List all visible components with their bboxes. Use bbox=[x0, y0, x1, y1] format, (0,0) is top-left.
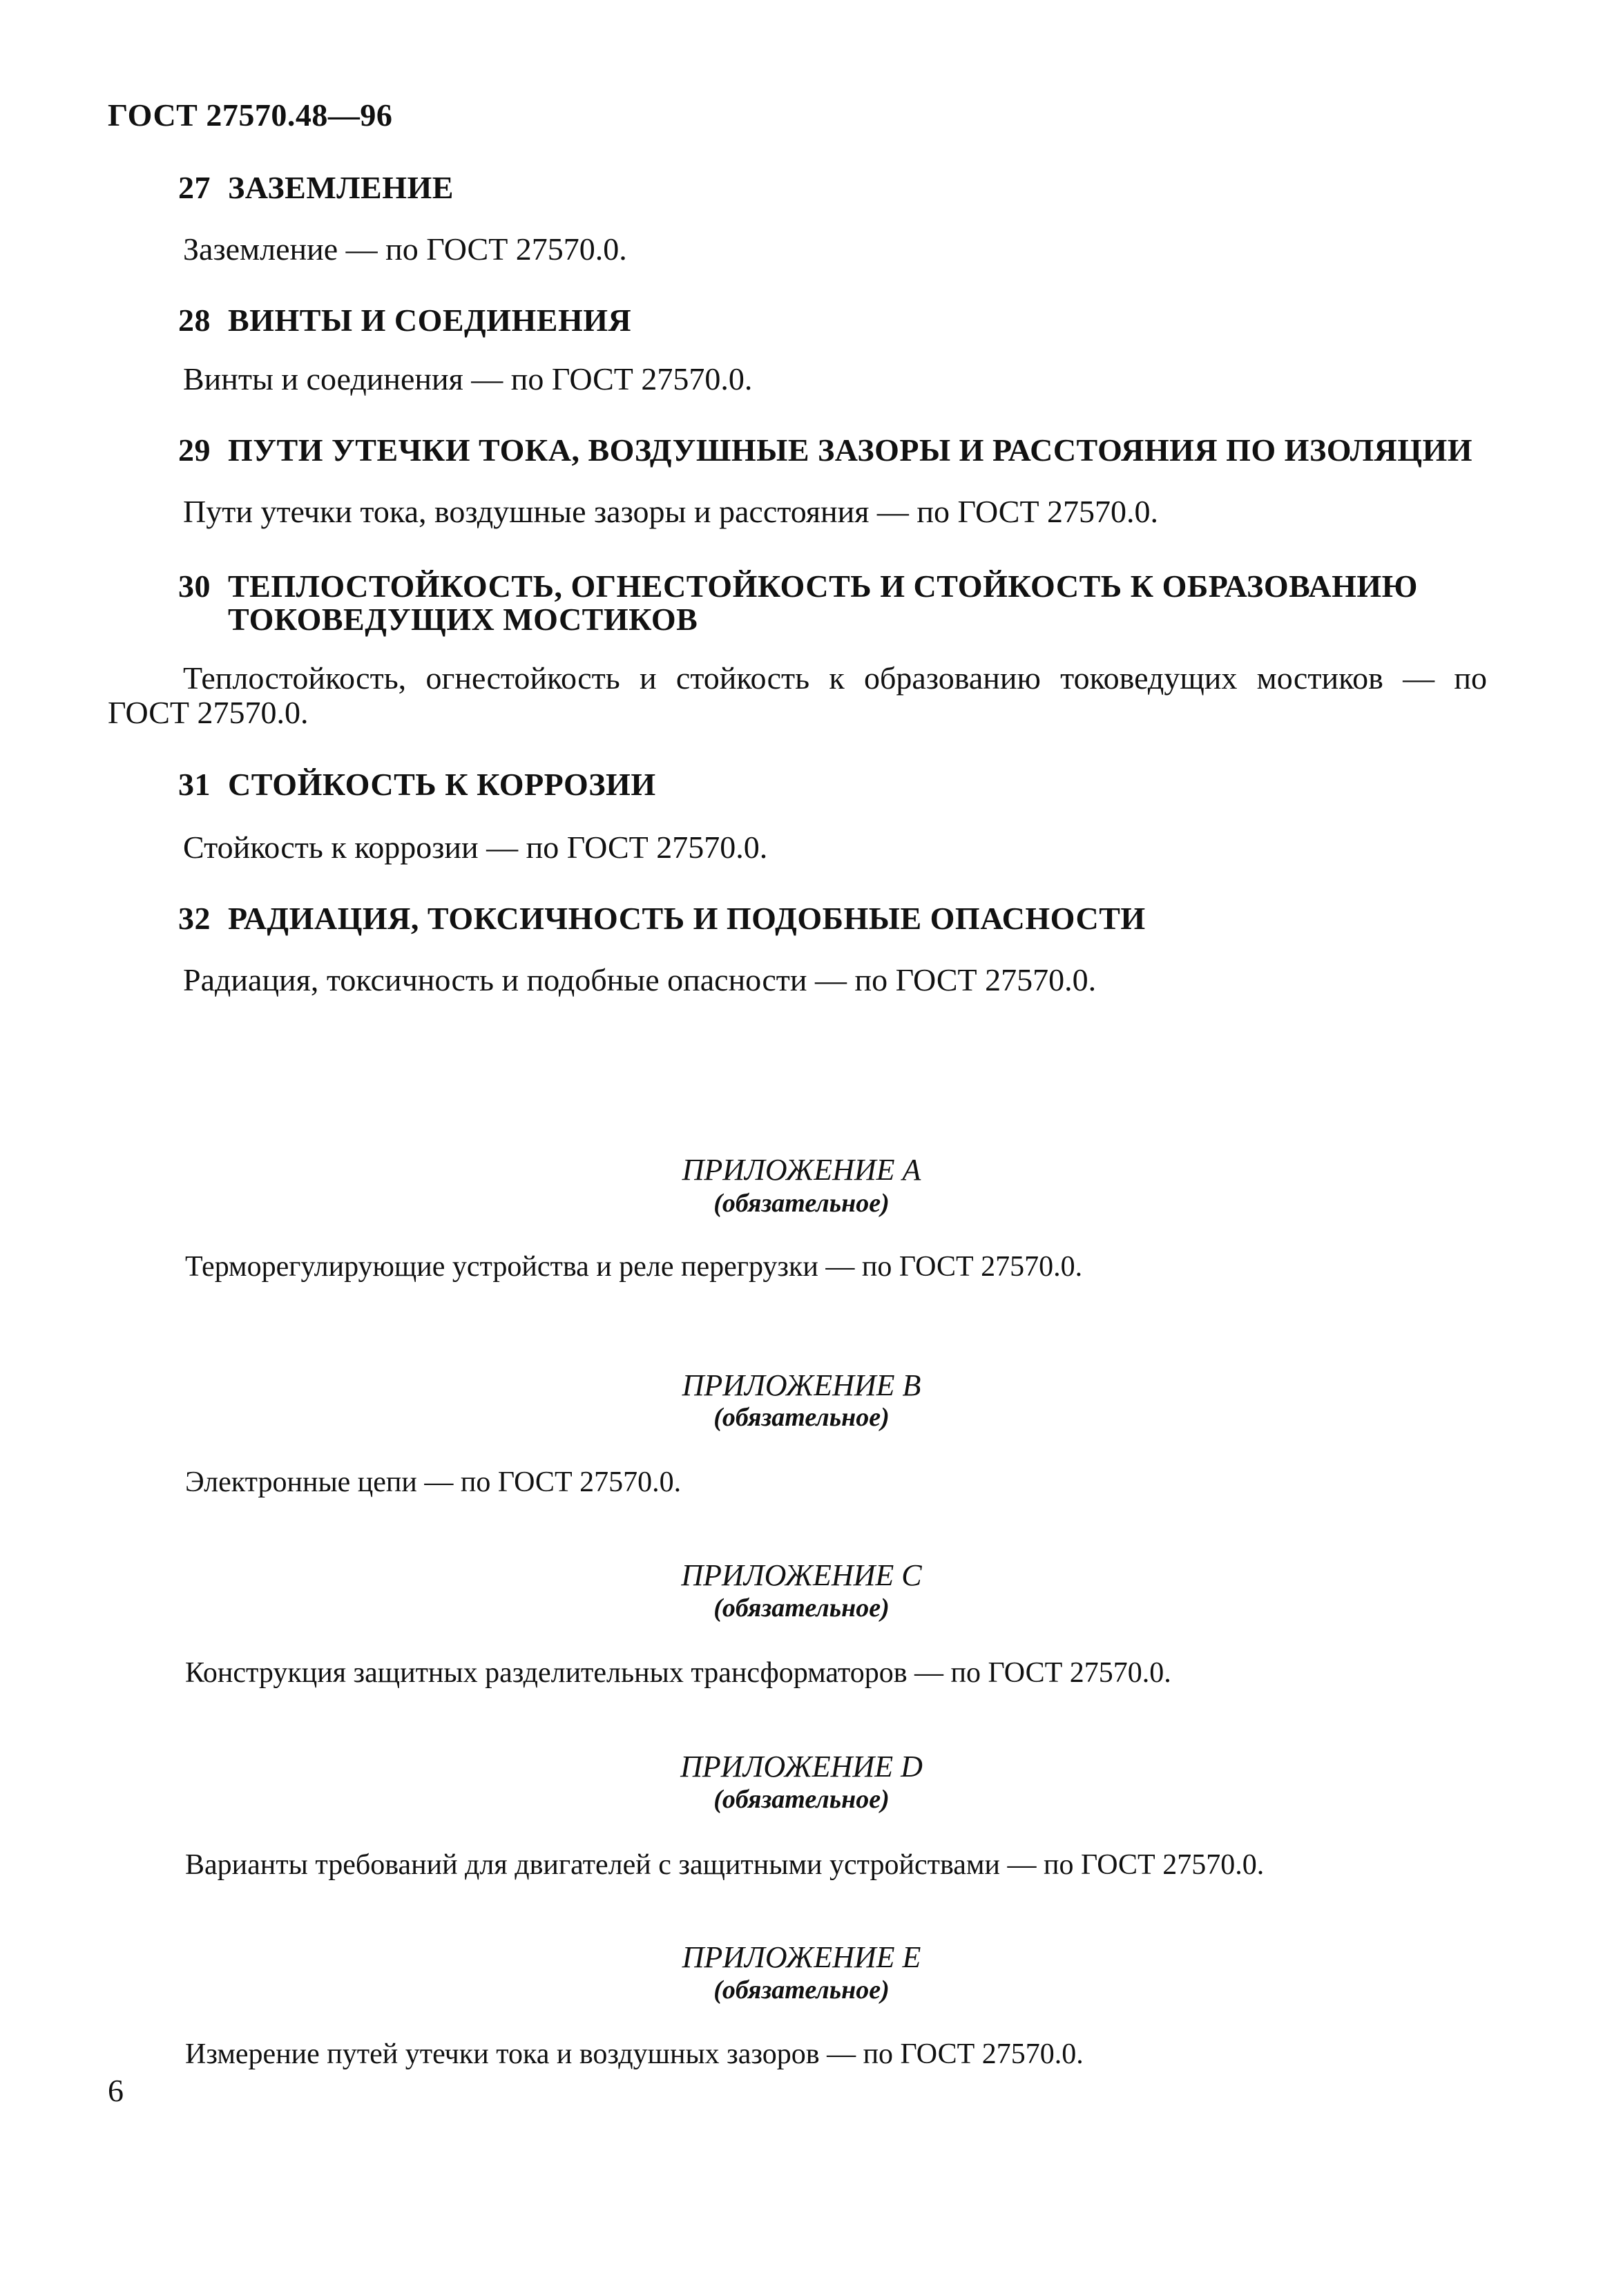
section-heading bbox=[178, 568, 1418, 604]
appendix-title: ПРИЛОЖЕНИЕ E bbox=[682, 1940, 921, 1974]
section-title: ЗАЗЕМЛЕНИЕ bbox=[228, 170, 454, 205]
section-heading bbox=[178, 766, 656, 803]
appendix-subtitle: (обязательное) bbox=[713, 1975, 890, 2005]
section-text: Заземление — по ГОСТ 27570.0. bbox=[183, 231, 627, 267]
section-text: Теплостойкость, огнестойкость и стойкость к образованию токоведущих мостиков — по bbox=[183, 660, 1487, 696]
section-number: 32 bbox=[178, 901, 211, 936]
section-title: РАДИАЦИЯ, ТОКСИЧНОСТЬ И ПОДОБНЫЕ ОПАСНОСТИ bbox=[228, 901, 1146, 936]
section-title: ПУТИ УТЕЧКИ ТОКА, ВОЗДУШНЫЕ ЗАЗОРЫ И РАССТОЯНИЯ ПО ИЗОЛЯЦИИ bbox=[228, 432, 1473, 468]
section-number: 31 bbox=[178, 767, 211, 802]
section-heading bbox=[178, 169, 454, 206]
appendix-subtitle: (обязательное) bbox=[713, 1189, 890, 1218]
section-number: 28 bbox=[178, 303, 211, 338]
appendix-title: ПРИЛОЖЕНИЕ C bbox=[681, 1558, 922, 1592]
section-heading bbox=[178, 302, 631, 338]
section-text: Винты и соединения — по ГОСТ 27570.0. bbox=[183, 361, 753, 396]
appendix-subtitle: (обязательное) bbox=[713, 1785, 890, 1814]
appendix-title: ПРИЛОЖЕНИЕ B bbox=[682, 1368, 921, 1402]
section-text: Стойкость к коррозии — по ГОСТ 27570.0. bbox=[183, 830, 768, 865]
section-text: Радиация, токсичность и подобные опасности — по ГОСТ 27570.0. bbox=[183, 962, 1097, 997]
section-text: Пути утечки тока, воздушные зазоры и расстояния — по ГОСТ 27570.0. bbox=[183, 494, 1159, 529]
section-text-continuation: ГОСТ 27570.0. bbox=[108, 695, 309, 730]
section-heading bbox=[178, 432, 1472, 468]
appendix-text: Конструкция защитных разделительных трансформаторов — по ГОСТ 27570.0. bbox=[185, 1657, 1171, 1689]
section-title: ВИНТЫ И СОЕДИНЕНИЯ bbox=[228, 303, 632, 338]
section-title: СТОЙКОСТЬ К КОРРОЗИИ bbox=[228, 767, 656, 802]
appendix-text: Варианты требований для двигателей с защитными устройствами — по ГОСТ 27570.0. bbox=[185, 1849, 1265, 1881]
section-number: 27 bbox=[178, 170, 211, 205]
appendix-subtitle: (обязательное) bbox=[713, 1594, 890, 1623]
appendix-subtitle: (обязательное) bbox=[713, 1403, 890, 1432]
appendix-title: ПРИЛОЖЕНИЕ A bbox=[682, 1153, 921, 1187]
page-number: 6 bbox=[108, 2073, 124, 2108]
appendix-text: Терморегулирующие устройства и реле перегрузки — по ГОСТ 27570.0. bbox=[185, 1251, 1083, 1283]
section-title: ТЕПЛОСТОЙКОСТЬ, ОГНЕСТОЙКОСТЬ И СТОЙКОСТЬ К ОБРАЗОВАНИЮ bbox=[228, 568, 1418, 604]
section-number: 29 bbox=[178, 432, 211, 468]
section-heading bbox=[178, 900, 1146, 937]
appendix-text: Измерение путей утечки тока и воздушных зазоров — по ГОСТ 27570.0. bbox=[185, 2038, 1084, 2070]
section-number: 30 bbox=[178, 568, 211, 604]
section-title-continuation: ТОКОВЕДУЩИХ МОСТИКОВ bbox=[228, 602, 698, 637]
appendix-title: ПРИЛОЖЕНИЕ D bbox=[680, 1750, 923, 1783]
appendix-text: Электронные цепи — по ГОСТ 27570.0. bbox=[185, 1466, 682, 1498]
document-header: ГОСТ 27570.48—96 bbox=[108, 97, 393, 133]
